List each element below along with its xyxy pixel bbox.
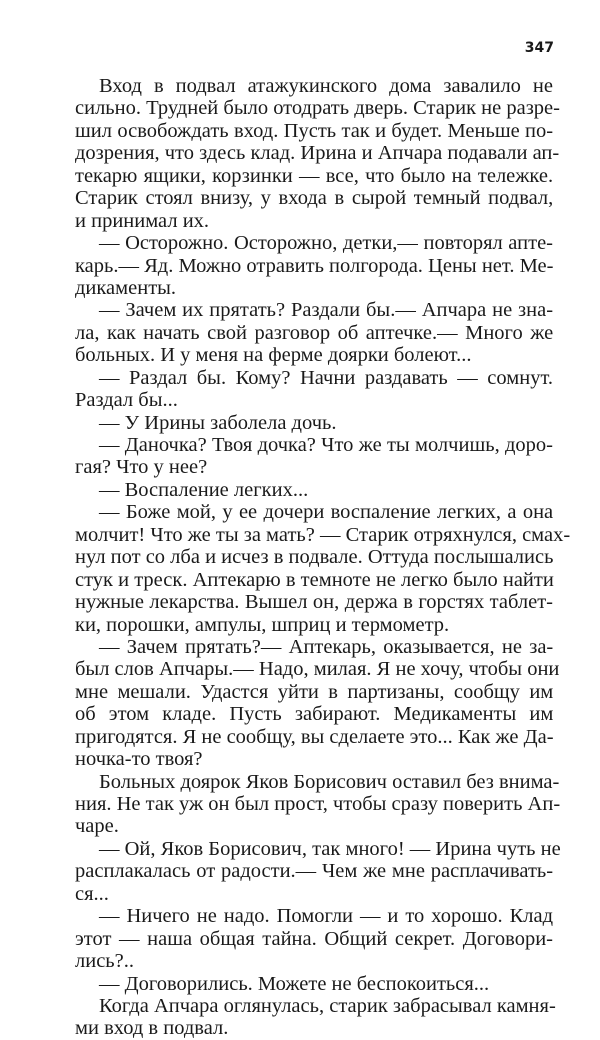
text-line: ми вход в подвал. (75, 1017, 229, 1040)
text-line: ния. Не так уж он был прост, чтобы сразу поверить Ап- (75, 793, 561, 815)
text-line: — Зачем прятать?— Аптекарь, оказывается, не за- (99, 635, 554, 658)
text-line: расплакалась от радости.— Чем же мне расплачивать- (75, 860, 554, 883)
page-number: 347 (524, 40, 554, 56)
text-line: текарю ящики, корзинки — все, что было на тележке. (75, 164, 554, 187)
text-line: Вход в подвал атажукинского дома завалило не (99, 75, 553, 97)
text-line: — Осторожно. Осторожно, детки,— повторял апте- (99, 232, 553, 255)
text-line: этот — наша общая тайна. Общий секрет. Договори- (75, 927, 553, 950)
text-line: Больных доярок Яков Борисович оставил без внима- (99, 770, 560, 793)
text-line: был слов Апчары.— Надо, милая. Я не хочу, чтобы они (75, 658, 560, 681)
text-line: — Воспаление легких... (99, 478, 309, 501)
text-line: — Зачем их прятать? Раздали бы.— Апчара не зна- (99, 299, 554, 322)
body-text (75, 75, 571, 1040)
text-line: гая? Что у нее? (75, 456, 208, 479)
text-line: Раздал бы... (75, 389, 178, 412)
text-line: молчит! Что же ты за мать? — Старик отряхнулся, смах- (75, 523, 571, 546)
text-line: шил освобождать вход. Пусть так и будет. Меньше по- (75, 119, 554, 142)
text-line: ся... (75, 882, 109, 905)
text-line: — Ой, Яков Борисович, так много! — Ирина чуть не (99, 837, 561, 860)
text-line: ки, порошки, ампулы, шприц и термометр. (75, 613, 450, 636)
text-line: дозрения, что здесь клад. Ирина и Апчара подавали ап- (75, 142, 560, 165)
text-line: — Ничего не надо. Помогли — и то хорошо. Клад (99, 905, 553, 928)
text-line: дикаменты. (75, 276, 177, 299)
text-line: нул пот со лба и исчез в подвале. Оттуда послышались (75, 546, 554, 569)
text-line: — Раздал бы. Кому? Начни раздавать — сомнут. (99, 366, 553, 389)
text-line: — У Ирины заболела дочь. (99, 411, 337, 434)
text-line: больных. И у меня на ферме доярки болеют... (75, 344, 472, 367)
text-line: Старик стоял внизу, у входа в сырой темный подвал, (75, 187, 554, 210)
text-line: — Боже мой, у ее дочери воспаление легких, а она (99, 501, 554, 524)
text-line: пригодятся. Я не сообщу, вы сделаете это... Как же Да- (75, 725, 554, 748)
text-line: ночка-то твоя? (75, 748, 203, 771)
text-line: нужные лекарства. Вышел он, держа в горстях таблет- (75, 591, 553, 614)
text-line: Когда Апчара оглянулась, старик забрасывал камня- (99, 994, 556, 1017)
text-line: карь.— Яд. Можно отравить полгорода. Цены нет. Ме- (75, 254, 554, 277)
text-line: мне мешали. Удастся уйти в партизаны, сообщу им (75, 680, 554, 703)
text-line: — Даночка? Твоя дочка? Что же ты молчишь, доро- (99, 434, 553, 456)
text-line: стук и треск. Аптекарю в темноте не легко было найти (75, 568, 554, 591)
text-line: сильно. Трудней было отодрать дверь. Старик не разре- (75, 97, 560, 120)
text-line: лись?.. (75, 950, 134, 973)
text-line: чаре. (75, 815, 119, 838)
text-line: — Договорились. Можете не беспокоиться... (99, 972, 490, 995)
text-line: ла, как начать свой разговор об аптечке.— Много же (75, 321, 554, 344)
text-line: об этом кладе. Пусть забирают. Медикаменты им (75, 703, 554, 726)
text-line: и принимал их. (75, 209, 210, 232)
